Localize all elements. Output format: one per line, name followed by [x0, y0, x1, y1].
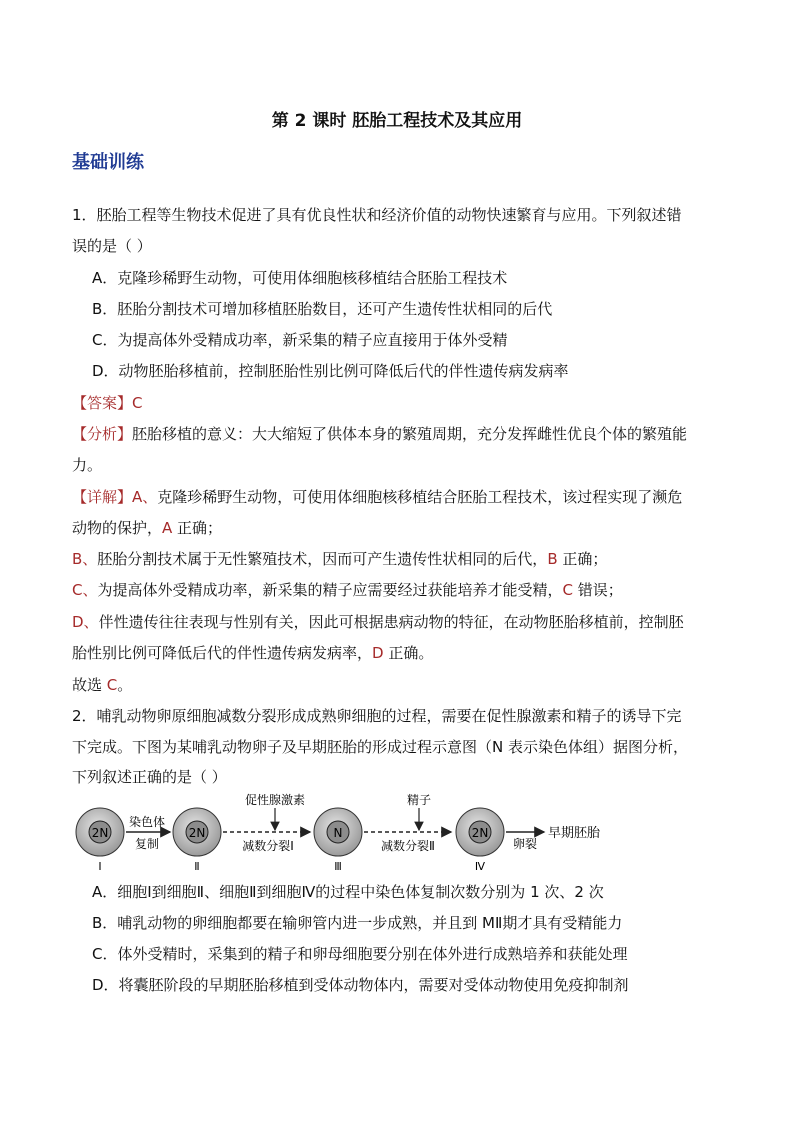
answer-value: C [132, 394, 143, 412]
q1-detail-c [72, 580, 623, 600]
label-early-embryo: 早期胚胎 [548, 826, 601, 841]
cell-2 [173, 808, 221, 873]
label-meiosis-2: 减数分裂Ⅱ [381, 839, 435, 853]
detail-d-prefix: D、 [72, 613, 99, 631]
oocyte-development-diagram [70, 790, 630, 874]
detail-a-text2: 动物的保护， [72, 519, 163, 537]
detail-d-text: 伴性遗传往往表现与性别有关，因此可根据患病动物的特征，在动物胚胎移植前，控制胚 [98, 613, 684, 631]
cell-2-label: 2N [188, 826, 206, 840]
q2-stem-line2: 下完成。下图为某哺乳动物卵子及早期胚胎的形成过程示意图（N 表示染色体组）据图分析， [72, 738, 688, 756]
q1-answer [72, 393, 143, 413]
detail-tag: 【详解】 [72, 488, 133, 506]
q2-option-a: A．细胞Ⅰ到细胞Ⅱ、细胞Ⅱ到细胞Ⅳ的过程中染色体复制次数分别为 1 次、2 次 [92, 883, 604, 901]
analysis-text: 胚胎移植的意义：大大缩短了供体本身的繁殖周期，充分发挥雌性优良个体的繁殖能 [132, 425, 688, 443]
detail-d-text2: 胎性别比例可降低后代的伴性遗传病发病率， [72, 644, 373, 662]
cell-2-roman: Ⅱ [194, 860, 200, 873]
page-title: 第 2 课时 胚胎工程技术及其应用 [271, 111, 523, 131]
detail-d-end: 正确。 [383, 644, 434, 662]
q1-option-c: C．为提高体外受精成功率，新采集的精子应直接用于体外受精 [92, 331, 508, 349]
label-chromosome: 染色体 [128, 815, 166, 829]
label-cleavage: 卵裂 [512, 837, 538, 851]
detail-c-prefix: C、 [72, 581, 98, 599]
detail-b-text: 胚胎分割技术属于无性繁殖技术，因而可产生遗传性状相同的后代， [97, 550, 548, 568]
q1-detail-b [72, 549, 607, 569]
q1-option-d: D．动物胚胎移植前，控制胚胎性别比例可降低后代的伴性遗传病发病率 [92, 362, 569, 380]
analysis-tag: 【分析】 [72, 425, 133, 443]
cell-3 [314, 808, 362, 873]
q2-option-d: D．将囊胚阶段的早期胚胎移植到受体动物体内，需要对受体动物使用免疫抑制剂 [92, 976, 629, 994]
q1-option-a: A．克隆珍稀野生动物，可使用体细胞核移植结合胚胎工程技术 [92, 269, 508, 287]
label-meiosis-1: 减数分裂Ⅰ [242, 839, 294, 853]
cell-3-label: N [333, 826, 343, 840]
q1-analysis-line2: 力。 [72, 456, 103, 474]
detail-a-end: 正确； [172, 519, 223, 537]
q2-stem-line1: 2．哺乳动物卵原细胞减数分裂形成成熟卵细胞的过程，需要在促性腺激素和精子的诱导下完 [72, 707, 682, 725]
label-hormone: 促性腺激素 [244, 793, 306, 807]
detail-a-letter: A [162, 519, 173, 537]
conclusion-end: 。 [117, 676, 133, 694]
q1-detail-a-line1 [72, 487, 682, 507]
detail-a-prefix: A、 [132, 488, 158, 506]
section-heading: 基础训练 [72, 152, 144, 173]
detail-b-letter: B [547, 550, 558, 568]
q2-option-c: C．体外受精时，采集到的精子和卵母细胞要分别在体外进行成熟培养和获能处理 [92, 945, 628, 963]
q1-conclusion [72, 675, 132, 695]
q1-detail-d-line2 [72, 643, 433, 663]
q1-detail-a-line2 [72, 518, 222, 538]
detail-c-end: 错误； [572, 581, 623, 599]
cell-4-label: 2N [471, 826, 489, 840]
q2-option-b: B．哺乳动物的卵细胞都要在输卵管内进一步成熟，并且到 MⅡ期才具有受精能力 [92, 914, 623, 932]
conclusion-value: C [106, 676, 118, 694]
cell-3-roman: Ⅲ [334, 860, 342, 873]
detail-b-prefix: B、 [72, 550, 98, 568]
detail-b-end: 正确； [557, 550, 608, 568]
q1-detail-d-line1 [72, 612, 684, 632]
q1-option-b: B．胚胎分割技术可增加移植胚胎数目，还可产生遗传性状相同的后代 [92, 300, 553, 318]
cell-4 [456, 808, 504, 873]
answer-tag: 【答案】 [72, 394, 133, 412]
label-sperm: 精子 [406, 793, 432, 807]
cell-4-roman: Ⅳ [474, 860, 486, 873]
q1-stem-line1: 1．胚胎工程等生物技术促进了具有优良性状和经济价值的动物快速繁育与应用。下列叙述错 [72, 206, 682, 224]
detail-c-letter: C [562, 581, 573, 599]
conclusion-prefix: 故选 [72, 676, 107, 694]
q1-stem-line2: 误的是（ ） [72, 237, 152, 255]
cell-1-label: 2N [91, 826, 109, 840]
detail-d-letter: D [372, 644, 384, 662]
cell-1 [76, 808, 124, 873]
q1-analysis-line1 [72, 424, 687, 444]
detail-a-text: 克隆珍稀野生动物，可使用体细胞核移植结合胚胎工程技术，该过程实现了濒危 [157, 488, 683, 506]
q2-stem-line3: 下列叙述正确的是（ ） [72, 768, 227, 786]
detail-c-text: 为提高体外受精成功率，新采集的精子应需要经过获能培养才能受精， [97, 581, 563, 599]
cell-1-roman: Ⅰ [98, 860, 102, 873]
label-replication: 复制 [134, 837, 160, 851]
